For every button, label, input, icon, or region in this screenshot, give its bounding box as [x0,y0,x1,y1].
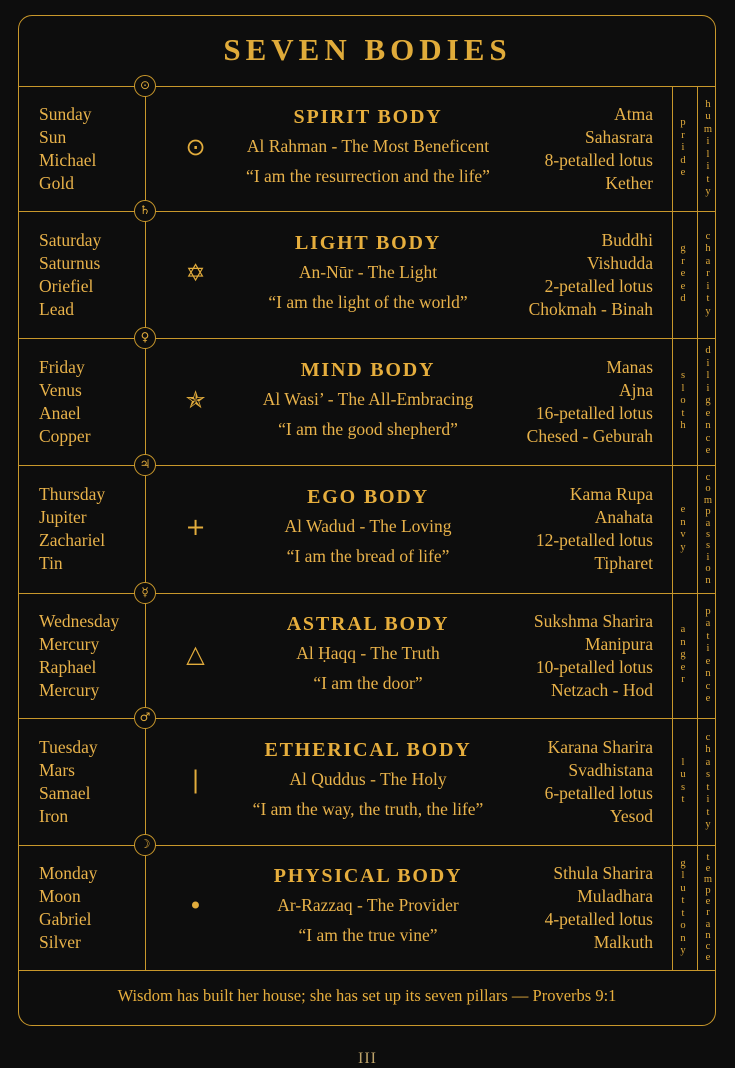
vice-letter: n [680,932,686,944]
virtue-letter: h [705,243,711,255]
divine-name: Ar-Razzaq - The Provider [277,894,459,915]
virtue-letter: m [703,123,713,135]
virtue-letter: m [703,494,713,506]
divine-name: An-Nūr - The Light [298,261,438,282]
subtle-attribute: Yesod [610,805,653,826]
vice-letter: o [680,920,686,931]
subtle-attribute: Ajna [618,379,653,400]
virtue-letter: r [706,268,710,280]
planet-attribute: Zachariel [39,530,106,550]
subtle-attribute: 4-petalled lotus [544,908,653,929]
divine-name: Al Wasi’ - The All-Embracing [262,388,474,409]
planet-attribute: Saturday [39,229,102,250]
vice-letter: n [680,636,686,648]
virtue-letter: t [706,806,710,818]
body-description [218,736,518,824]
vice-vertical-text [674,858,692,958]
virtue-vertical-text [699,732,717,832]
virtue-letter: e [705,407,711,419]
subtle-attribute: Netzach - Hod [550,679,653,700]
subtle-attribute: Buddhi [601,229,653,250]
vice-letter: t [681,895,685,906]
scripture-quote: “I am the resurrection and the life” [246,165,490,186]
virtue-letter: e [705,445,711,457]
vice-letter: e [680,661,686,673]
saturn-circle-icon: ♄ [134,200,156,222]
virtue-letter: l [706,148,710,160]
virtue-letter: s [705,540,711,552]
planet-attribute: Copper [39,425,91,446]
vice-letter: t [681,794,685,805]
venus-circle-icon: ♀ [134,327,156,349]
planet-attribute: Lead [39,298,74,319]
vice-letter: g [680,243,686,255]
body-row [18,86,716,211]
planet-attribute: Mercury [39,633,100,654]
subtle-attribute: 8-petalled lotus [544,149,653,170]
planet-attribute: Friday [39,356,85,377]
jupiter-circle-icon: ♃ [134,454,156,476]
body-name: ETHERICAL BODY [264,738,472,761]
virtue-letter: t [706,173,710,185]
hexagram-icon: ✡ [185,258,206,287]
subtle-attributes [498,862,653,954]
body-name: MIND BODY [300,358,436,381]
subtle-attribute: 12-petalled lotus [535,530,653,550]
vice-letter: p [680,117,686,129]
virtue-letter: l [706,370,710,382]
virtue-vertical-text [699,99,717,199]
vice-letter: o [680,395,686,407]
planet-attribute: Venus [39,379,82,400]
planet-attribute: Michael [39,149,97,170]
virtue-letter: e [705,951,711,963]
virtue-letter: y [705,305,711,317]
virtue-letter: i [706,551,710,563]
virtue-letter: e [705,863,711,875]
virtue-letter: c [705,940,711,952]
planet-attribute: Tin [39,553,63,573]
planet-attribute: Thursday [39,484,106,504]
subtle-attributes [498,103,653,195]
subtle-attribute: Muladhara [577,885,653,906]
body-name: ASTRAL BODY [286,612,450,635]
mars-circle-icon: ♂ [134,707,156,729]
planet-attributes [39,862,159,954]
subtle-attribute: 10-petalled lotus [535,656,653,677]
planet-attribute: Oriefiel [39,275,94,296]
subtle-attribute: Kama Rupa [569,484,653,504]
virtue-letter: u [705,111,711,122]
virtue-letter: c [705,472,711,483]
virtue-letter: t [706,293,710,305]
vice-letter: l [681,870,685,881]
virtue-letter: c [705,731,711,743]
subtle-attributes [498,356,653,448]
triangle-icon: △ [186,639,205,668]
virtue-letter: e [705,655,711,667]
virtue-letter: m [703,874,713,886]
virtue-letter: o [705,563,711,575]
scripture-quote: “I am the true vine” [298,924,438,945]
planet-attribute: Moon [39,885,81,906]
vice-vertical-text [674,624,692,687]
vice-letter: i [681,142,685,154]
body-description [218,356,518,444]
body-description [218,862,518,950]
vice-letter: e [680,280,686,292]
vice-letter: v [680,529,686,540]
planet-attribute: Raphael [39,656,97,677]
virtue-letter: t [706,630,710,642]
virtue-letter: a [705,255,711,267]
virtue-letter: a [705,517,711,529]
subtle-attribute: 6-petalled lotus [544,782,653,803]
body-name: EGO BODY [307,486,429,508]
vice-letter: d [680,154,686,166]
virtue-letter: a [705,756,711,768]
vice-letter: s [680,370,686,382]
virtue-vertical-text [699,231,717,319]
virtue-letter: a [705,918,711,930]
planet-attribute: Monday [39,862,98,883]
mercury-circle-icon: ☿ [134,582,156,604]
moon-circle-icon: ☽ [134,834,156,856]
subtle-attribute: Kether [605,172,653,193]
subtle-attribute: Tipharet [594,553,653,573]
vice-letter: u [680,882,686,894]
virtue-vertical-text [699,345,717,458]
vice-letter: u [680,769,686,780]
planet-attribute: Samael [39,782,91,803]
vice-vertical-text [674,757,692,807]
body-name: LIGHT BODY [295,231,441,254]
vice-letter: s [680,781,686,793]
planet-attributes [39,356,159,448]
subtle-attribute: Anahata [594,507,653,527]
planet-attribute: Saturnus [39,252,101,273]
planet-attribute: Mercury [39,679,100,700]
body-row [18,718,716,845]
scripture-quote: “I am the bread of life” [286,546,450,566]
subtle-attribute: Karana Sharira [547,736,653,757]
virtue-letter: p [705,885,711,897]
virtue-letter: n [705,574,711,586]
vice-vertical-text [674,117,692,180]
body-name: PHYSICAL BODY [273,864,463,887]
planet-attribute: Tuesday [39,736,98,757]
subtle-attribute: Sahasrara [584,126,653,147]
virtue-vertical-text [699,472,717,586]
subtle-attribute: Manipura [584,633,653,654]
planet-attributes [39,229,159,321]
body-description [218,610,518,698]
vice-letter: e [680,268,686,280]
planet-attribute: Gabriel [39,908,92,929]
planet-attribute: Anael [39,402,81,423]
vice-letter: g [680,857,686,869]
vice-letter: r [681,674,685,686]
planet-attribute: Silver [39,931,81,952]
virtue-letter: e [705,693,711,704]
sun-circle-icon: ⊙ [134,75,156,97]
pentagram-star-icon: ✯ [185,385,206,414]
virtue-letter: i [706,643,710,654]
vertical-line-icon: | [191,765,200,794]
planet-attributes [39,736,159,828]
vice-letter: a [680,624,686,636]
vice-letter: g [680,649,686,661]
divine-name: Al Rahman - The Most Beneficent [246,135,490,156]
virtue-letter: c [705,680,711,692]
subtle-attribute: Malkuth [593,931,653,952]
subtle-attribute: Svadhistana [568,759,653,780]
subtle-attribute: Atma [614,103,653,124]
virtue-letter: n [705,929,711,941]
virtue-vertical-text [699,852,717,963]
vice-letter: t [681,907,685,919]
body-description [218,103,518,191]
divine-name: Al Ḥaqq - The Truth [296,642,440,663]
subtle-attribute: 2-petalled lotus [544,275,653,296]
page-number: III [358,1050,377,1067]
vice-letter: t [681,407,685,419]
virtue-vertical-text [699,606,717,706]
scripture-quote: “I am the light of the world” [268,291,468,312]
body-description [218,483,518,571]
subtle-attribute: Sukshma Sharira [533,610,653,631]
virtue-letter: h [705,98,711,110]
virtue-letter: g [705,395,711,407]
vice-letter: y [680,945,686,956]
scripture-quote: “I am the door” [313,672,423,693]
virtue-letter: p [705,506,711,518]
subtle-attribute: Sthula Sharira [553,862,653,883]
body-row [18,845,716,970]
vice-letter: e [680,167,686,179]
divine-name: Al Quddus - The Holy [289,768,447,789]
vice-letter: n [680,516,686,528]
subtle-attribute: Vishudda [586,252,653,273]
planet-attributes [39,103,159,195]
virtue-letter: s [705,769,711,780]
planet-attribute: Wednesday [39,610,120,631]
planet-attribute: Mars [39,759,75,780]
row-divider [18,970,716,971]
subtle-attribute: 16-petalled lotus [535,402,653,423]
subtle-attributes [498,229,653,321]
vice-letter: r [681,129,685,141]
vice-vertical-text [674,504,692,554]
vice-letter: r [681,255,685,267]
body-row [18,211,716,338]
virtue-letter: h [705,744,711,755]
planet-attributes [39,483,159,575]
virtue-letter: y [705,819,711,830]
page-title: SEVEN BODIES [223,32,512,67]
point-icon: • [188,891,203,920]
virtue-letter: n [705,420,711,432]
planet-attribute: Jupiter [39,507,87,527]
vice-vertical-text [674,370,692,433]
planet-attribute: Sun [39,126,67,147]
planet-attribute: Iron [39,805,69,826]
planet-attribute: Sunday [39,103,92,124]
virtue-letter: i [706,794,710,805]
virtue-letter: c [705,230,711,242]
vice-letter: d [680,293,686,305]
vice-letter: l [681,382,685,394]
virtue-letter: i [706,280,710,292]
body-description [218,229,518,317]
footer-quote: Wisdom has built her house; she has set up its seven pillars — Proverbs 9:1 [117,986,617,1005]
virtue-letter: i [706,136,710,147]
vice-letter: e [680,504,686,515]
virtue-letter: e [705,896,711,908]
virtue-letter: t [706,852,710,863]
divine-name: Al Wadud - The Loving [284,516,452,536]
virtue-letter: y [705,186,711,197]
subtle-attributes [498,610,653,702]
virtue-letter: o [705,483,711,495]
body-row [18,593,716,718]
virtue-letter: p [705,605,711,617]
virtue-letter: s [705,529,711,541]
vice-vertical-text [674,243,692,306]
cross-icon: + [185,513,206,541]
subtle-attribute: Chesed - Geburah [526,425,653,446]
virtue-letter: i [706,161,710,172]
vice-letter: h [680,420,686,432]
virtue-letter: r [706,907,710,919]
virtue-letter: c [705,432,711,444]
virtue-letter: d [705,345,711,357]
body-row [18,338,716,465]
vice-letter: y [680,541,686,553]
planet-attributes [39,610,159,702]
vice-letter: l [681,756,685,768]
virtue-letter: n [705,668,711,679]
virtue-letter: i [706,357,710,369]
virtue-letter: i [706,382,710,394]
virtue-letter: t [706,781,710,793]
body-row [18,465,716,593]
subtle-attributes [498,736,653,828]
planet-attribute: Gold [39,172,74,193]
scripture-quote: “I am the way, the truth, the life” [252,798,484,819]
scripture-quote: “I am the good shepherd” [278,418,458,439]
subtle-attribute: Manas [606,356,653,377]
body-name: SPIRIT BODY [293,105,443,128]
virtue-letter: a [705,618,711,629]
sun-dot-circle-icon: ⊙ [185,132,206,161]
subtle-attributes [498,483,653,575]
subtle-attribute: Chokmah - Binah [528,298,653,319]
